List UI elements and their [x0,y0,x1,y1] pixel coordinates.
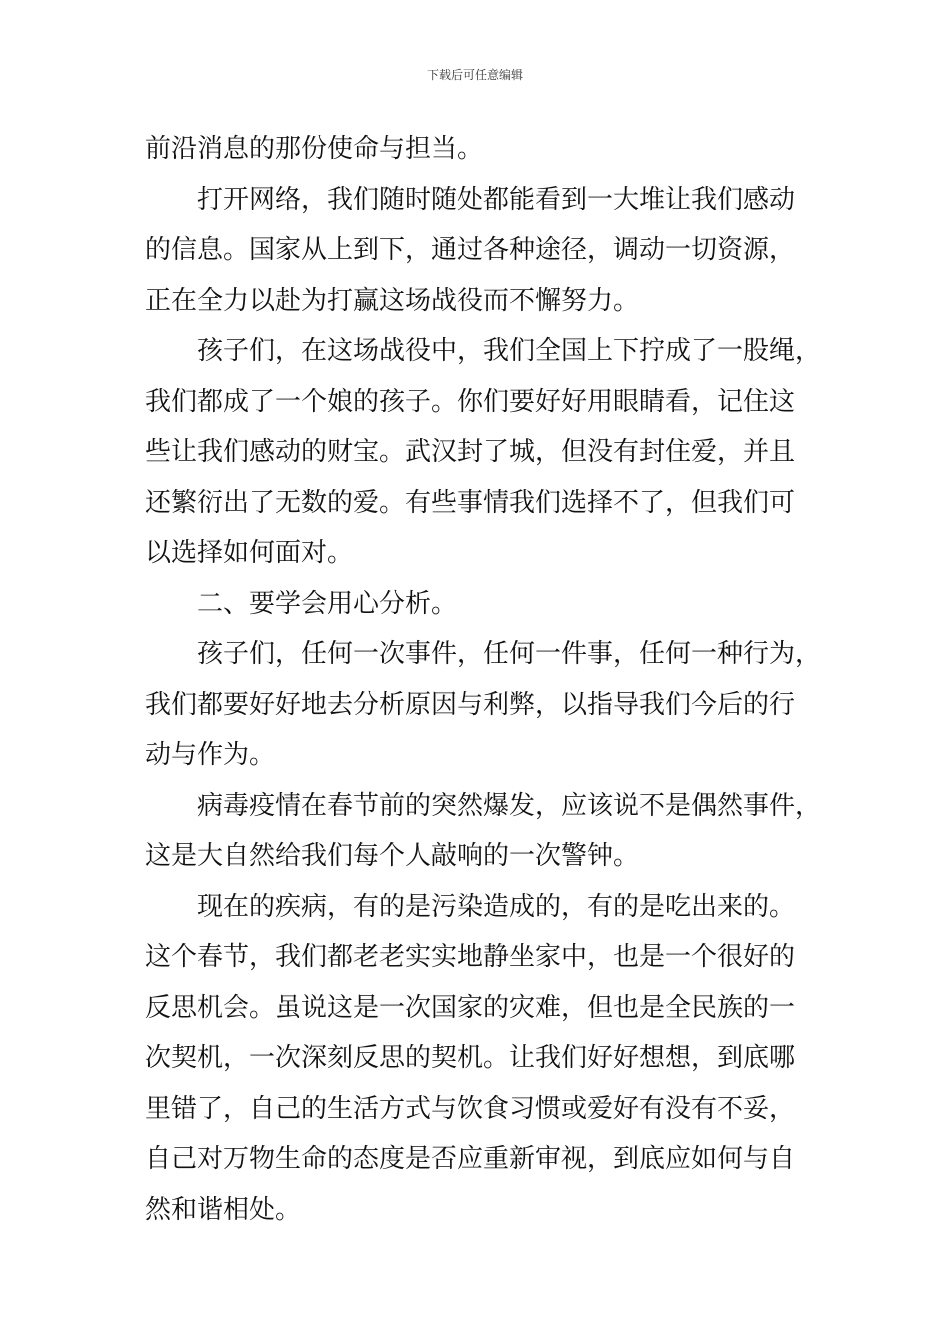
document-body [145,124,835,1235]
text-line: 这是大自然给我们每个人敲响的一次警钟。 [145,841,640,871]
text-line: 反思机会。虽说这是一次国家的灾难，但也是全民族的一 [145,992,796,1023]
text-line: 我们都要好好地去分析原因与利弊，以指导我们今后的行 [145,689,796,720]
text-line: 现在的疾病，有的是污染造成的，有的是吃出来的。 [197,891,796,922]
text-line: 还繁衍出了无数的爱。有些事情我们选择不了，但我们可 [145,487,796,518]
text-line: 前沿消息的那份使命与担当。 [145,134,484,164]
text-line: 打开网络，我们随时随处都能看到一大堆让我们感动 [197,184,796,215]
text-line: 这个春节，我们都老老实实地静坐家中，也是一个很好的 [145,942,796,972]
text-line: 里错了，自己的生活方式与饮食习惯或爱好有没有不妥， [145,1093,796,1124]
text-line: 病毒疫情在春节前的突然爆发，应该说不是偶然事件， [197,790,822,821]
text-line: 孩子们，在这场战役中，我们全国上下拧成了一股绳， [197,336,822,366]
text-line: 以选择如何面对。 [145,538,354,568]
text-line: 些让我们感动的财宝。武汉封了城，但没有封住爱，并且 [145,437,796,467]
text-line: 二、要学会用心分析。 [197,588,458,619]
text-line: 动与作为。 [145,740,276,770]
text-line: 我们都成了一个娘的孩子。你们要好好用眼睛看，记住这 [145,386,796,417]
text-line: 次契机，一次深刻反思的契机。让我们好好想想，到底哪 [145,1043,796,1073]
text-line: 的信息。国家从上到下，通过各种途径，调动一切资源， [145,235,796,265]
text-line: 然和谐相处。 [145,1194,302,1225]
text-line: 正在全力以赴为打赢这场战役而不懈努力。 [145,285,640,316]
text-line: 自己对万物生命的态度是否应重新审视，到底应如何与自 [145,1144,796,1174]
text-line: 孩子们，任何一次事件，任何一件事，任何一种行为， [197,639,822,669]
page-header: 下载后可任意编辑 [426,68,523,82]
